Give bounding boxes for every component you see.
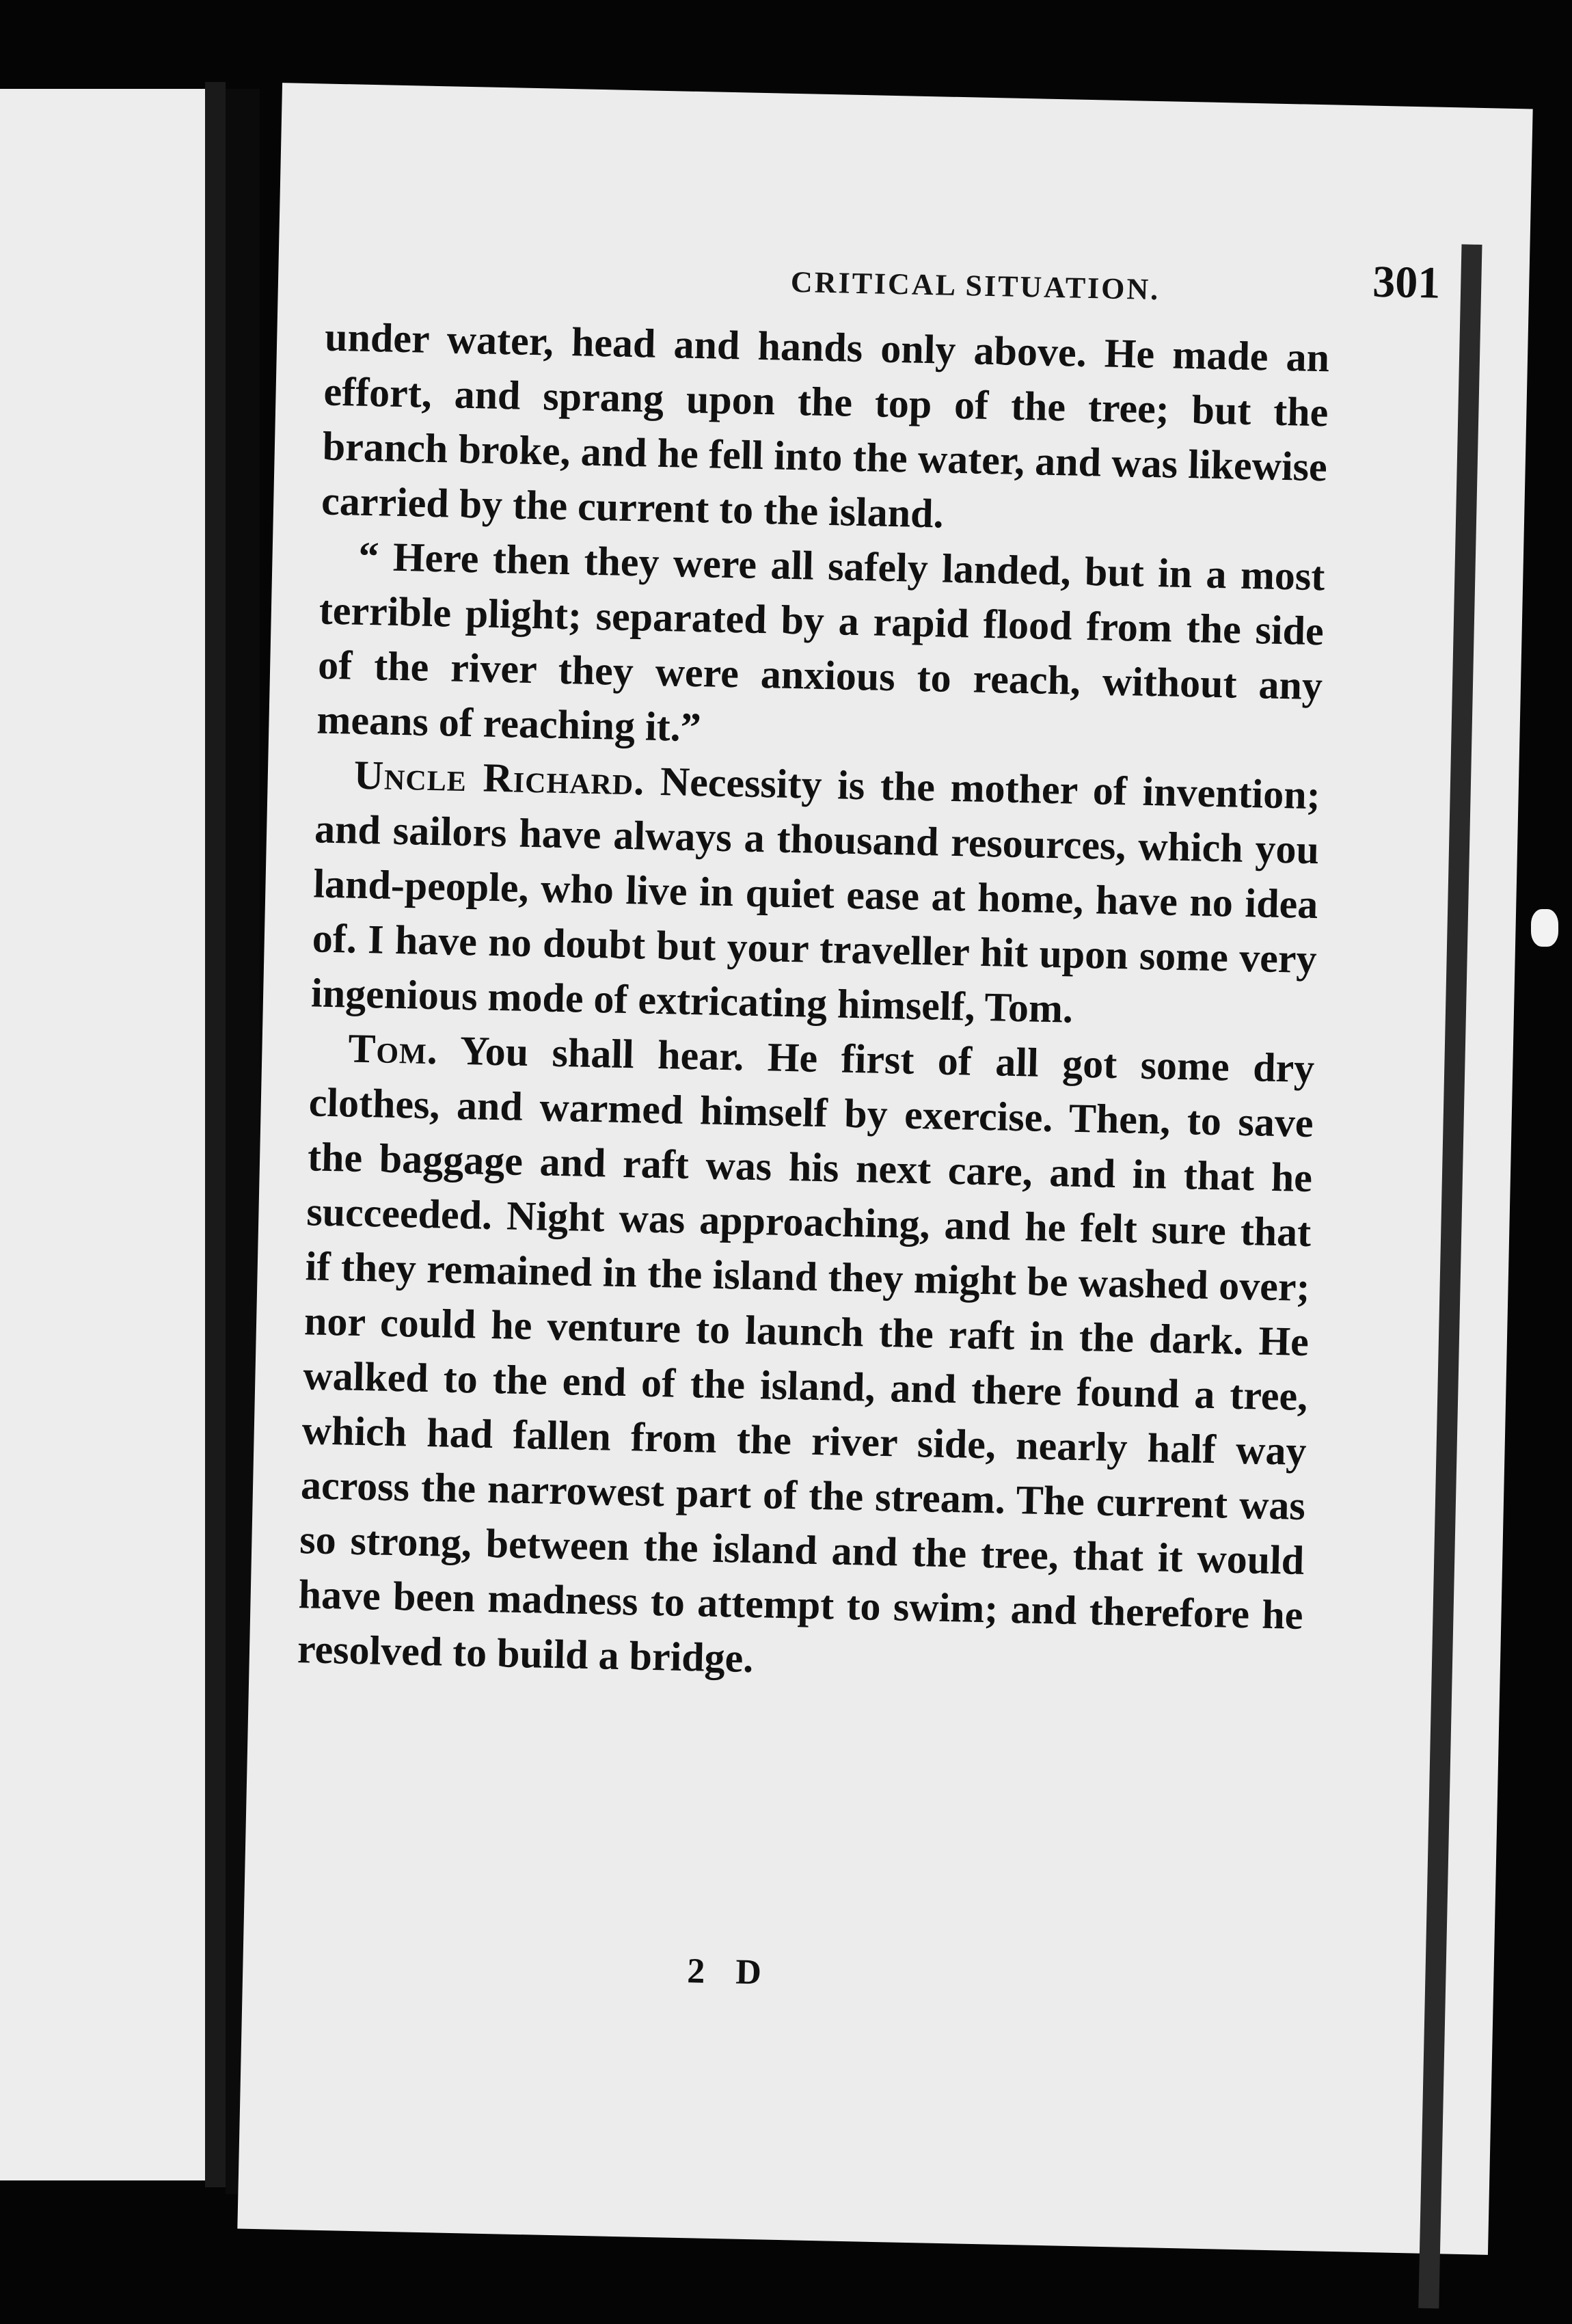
facing-page [0, 89, 205, 2180]
dialogue-text: You shall hear. He first of all got some dry clothes, and warmed himself by exercise. Then, to save the baggage and raft was his next care, and in that he succeeded. Night was approaching, and he felt sure that if they remained in the island they might be washed over; nor could he venture to launch the raft in the dark. He walked to the end of the island, and there found a tree, which had fallen from the river side, nearly half way across the narrowest part of the stream. The current was so strong, between the island and the tree, that it would have been madness to attempt to swim; and therefore he resolved to build a bridge. [297, 1027, 1315, 1681]
facing-page-edge [205, 82, 226, 2187]
scan-blemish [1531, 909, 1558, 947]
dialogue-paragraph [297, 1020, 1315, 1697]
speaker-name: Tom. [347, 1025, 439, 1073]
body-text [297, 310, 1330, 1697]
running-head: CRITICAL SITUATION. [790, 265, 1161, 307]
dialogue-text: Necessity is the mother of invention; and sailors have always a thousand resources, which you land-people, who live in quiet ease at home, have no idea of. I have no doubt but your traveller hit upon some very ingenious mode of extricating himself, Tom. [310, 758, 1321, 1031]
dialogue-paragraph [310, 746, 1320, 1041]
paragraph: “ Here then they were all safely landed, but in a most terrible plight; separated by a rapid flood from the side of the river they were anxious to reach, without any means of reaching it.” [316, 533, 1325, 751]
page-number: 301 [1372, 256, 1441, 308]
signature-mark: 2 D [686, 1951, 773, 1992]
page [237, 83, 1532, 2255]
speaker-name: Uncle Richard. [353, 752, 645, 804]
paragraph: under water, head and hands only above. He made an effort, and sprang upon the top of the tree; but the branch broke, and he fell into the water, and was likewise carried by the current to the island. [321, 314, 1330, 537]
page-edge [1418, 244, 1482, 2308]
